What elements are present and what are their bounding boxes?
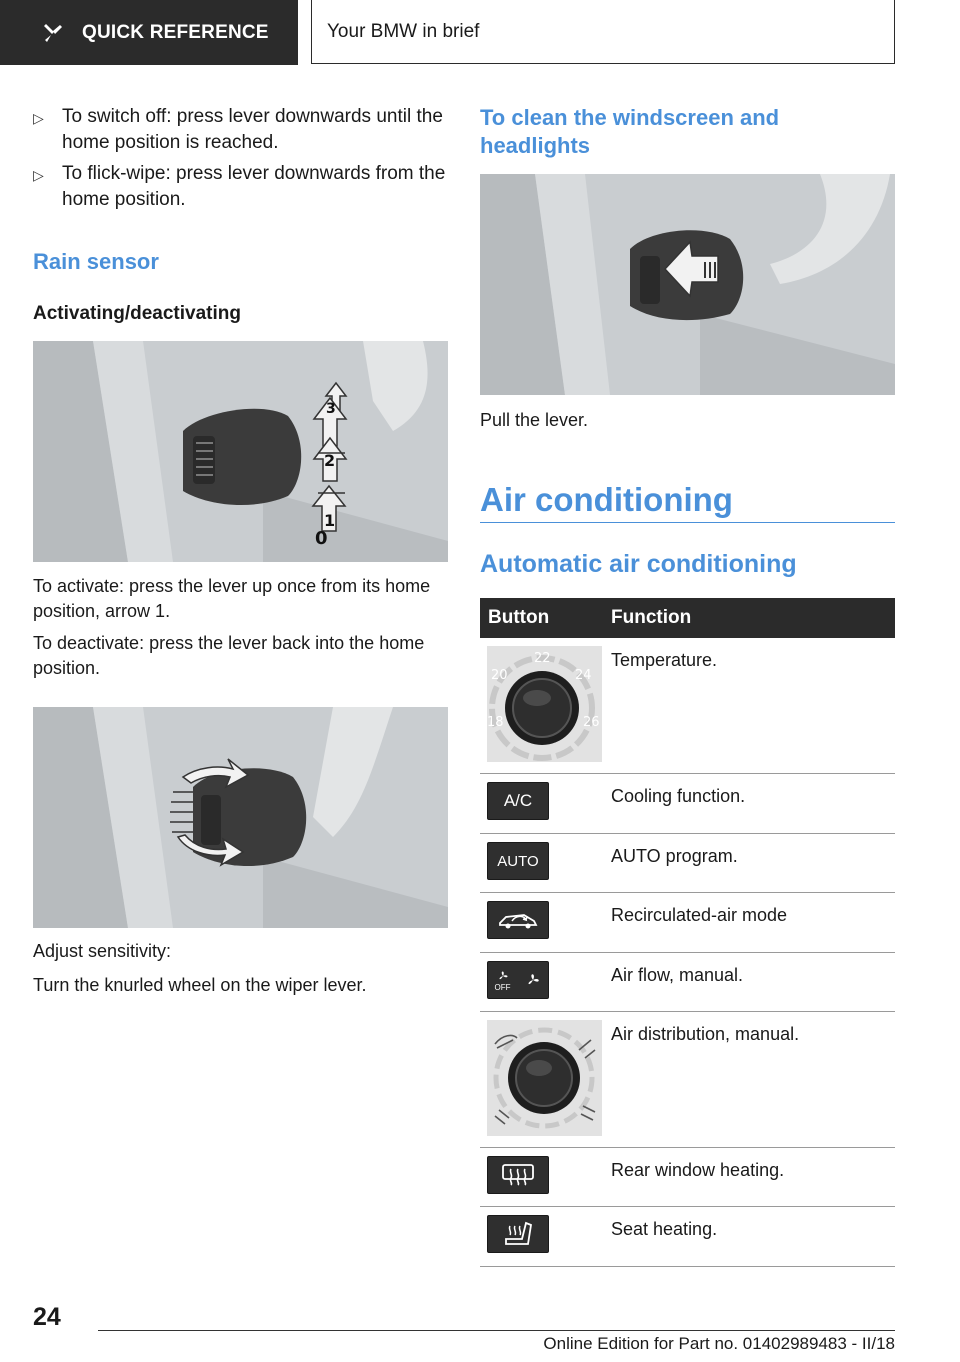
- knurled-wheel-photo: [33, 707, 448, 928]
- triangle-bullet-icon: ▷: [33, 167, 44, 183]
- footer-rule: [98, 1330, 895, 1331]
- clean-windscreen-heading: To clean the windscreen and headlights: [480, 105, 780, 158]
- turn-wheel-text: Turn the knurled wheel on the wiper lever.: [33, 975, 367, 995]
- bullet-text: To flick-wipe: press lever downwards from the home position.: [62, 163, 446, 210]
- section-tab-label: QUICK REFERENCE: [82, 21, 269, 43]
- washer-lever-photo: [480, 174, 895, 395]
- function-text: Air flow, manual.: [611, 965, 744, 985]
- table-row: [480, 774, 895, 834]
- fan-small-icon: [496, 969, 510, 983]
- footer-edition: Online Edition for Part no. 01402989483 - II/18: [543, 1334, 895, 1353]
- rain-sensor-lever-photo: [33, 341, 448, 562]
- fan-large-icon: [524, 971, 542, 989]
- automatic-air-conditioning-heading: Automatic air conditioning: [480, 550, 797, 578]
- function-text: Rear window heating.: [611, 1160, 785, 1180]
- table-row: [480, 953, 895, 1012]
- temperature-knob-icon: [487, 646, 602, 762]
- bullet-item: [33, 104, 448, 156]
- section-tab[interactable]: [0, 0, 298, 65]
- air-conditioning-heading: Air conditioning: [480, 481, 733, 518]
- ac-button-label: A/C: [503, 791, 533, 810]
- function-text: Air distribution, manual.: [611, 1024, 800, 1044]
- function-text: Temperature.: [611, 650, 718, 670]
- controls-table: [480, 598, 895, 1267]
- table-header: [480, 598, 895, 638]
- rain-sensor-subheading: Activating/deactivating: [33, 303, 241, 324]
- fan-off-label: OFF: [494, 982, 511, 992]
- fan-button-icon[interactable]: [487, 961, 549, 999]
- triangle-bullet-icon: ▷: [33, 110, 44, 126]
- arrow-label-2: 2: [324, 451, 336, 470]
- pull-lever-text: Pull the lever.: [480, 410, 589, 430]
- table-row: [480, 638, 895, 774]
- table-row: [480, 1012, 895, 1148]
- adjust-sensitivity-text: Adjust sensitivity:: [33, 941, 172, 961]
- ac-button-icon[interactable]: [487, 782, 549, 820]
- bullet-item: [33, 161, 448, 213]
- table-row: [480, 893, 895, 953]
- table-row: [480, 1207, 895, 1267]
- auto-button-label: AUTO: [497, 852, 539, 870]
- bullet-text: To switch off: press lever downwards until the home position is reached.: [62, 106, 443, 153]
- seat-heating-icon[interactable]: [487, 1215, 549, 1253]
- auto-button-icon[interactable]: [487, 842, 549, 880]
- rear-window-heating-icon[interactable]: [487, 1156, 549, 1194]
- temp-18: 18: [487, 715, 504, 730]
- recirculation-icon[interactable]: [487, 901, 549, 939]
- arrow-label-3: 3: [326, 401, 336, 417]
- function-text: Cooling function.: [611, 786, 746, 806]
- chapter-title-box: [311, 0, 895, 64]
- table-row: [480, 834, 895, 893]
- col-button-header: Button: [488, 607, 550, 628]
- function-text: Recirculated-air mode: [611, 905, 788, 925]
- function-text: AUTO program.: [611, 846, 738, 866]
- chapter-title: Your BMW in brief: [327, 20, 480, 42]
- deactivate-text: To deactivate: press the lever back into the home position.: [33, 633, 425, 678]
- air-distribution-knob-icon: [487, 1020, 602, 1136]
- table-row: [480, 1148, 895, 1207]
- col-function-header: Function: [611, 607, 692, 628]
- temp-24: 24: [575, 668, 592, 683]
- pin-icon: [42, 22, 64, 44]
- temp-22: 22: [534, 651, 551, 666]
- temp-20: 20: [491, 668, 508, 683]
- rain-sensor-heading: Rain sensor: [33, 249, 159, 274]
- page-number: 24: [33, 1303, 61, 1331]
- function-text: Seat heating.: [611, 1219, 718, 1239]
- temp-26: 26: [583, 715, 600, 730]
- heading-rule: [480, 522, 895, 523]
- activate-text: To activate: press the lever up once from its home position, arrow 1.: [33, 576, 431, 621]
- arrow-label-1: 1: [324, 511, 336, 530]
- arrow-label-0: 0: [315, 528, 328, 549]
